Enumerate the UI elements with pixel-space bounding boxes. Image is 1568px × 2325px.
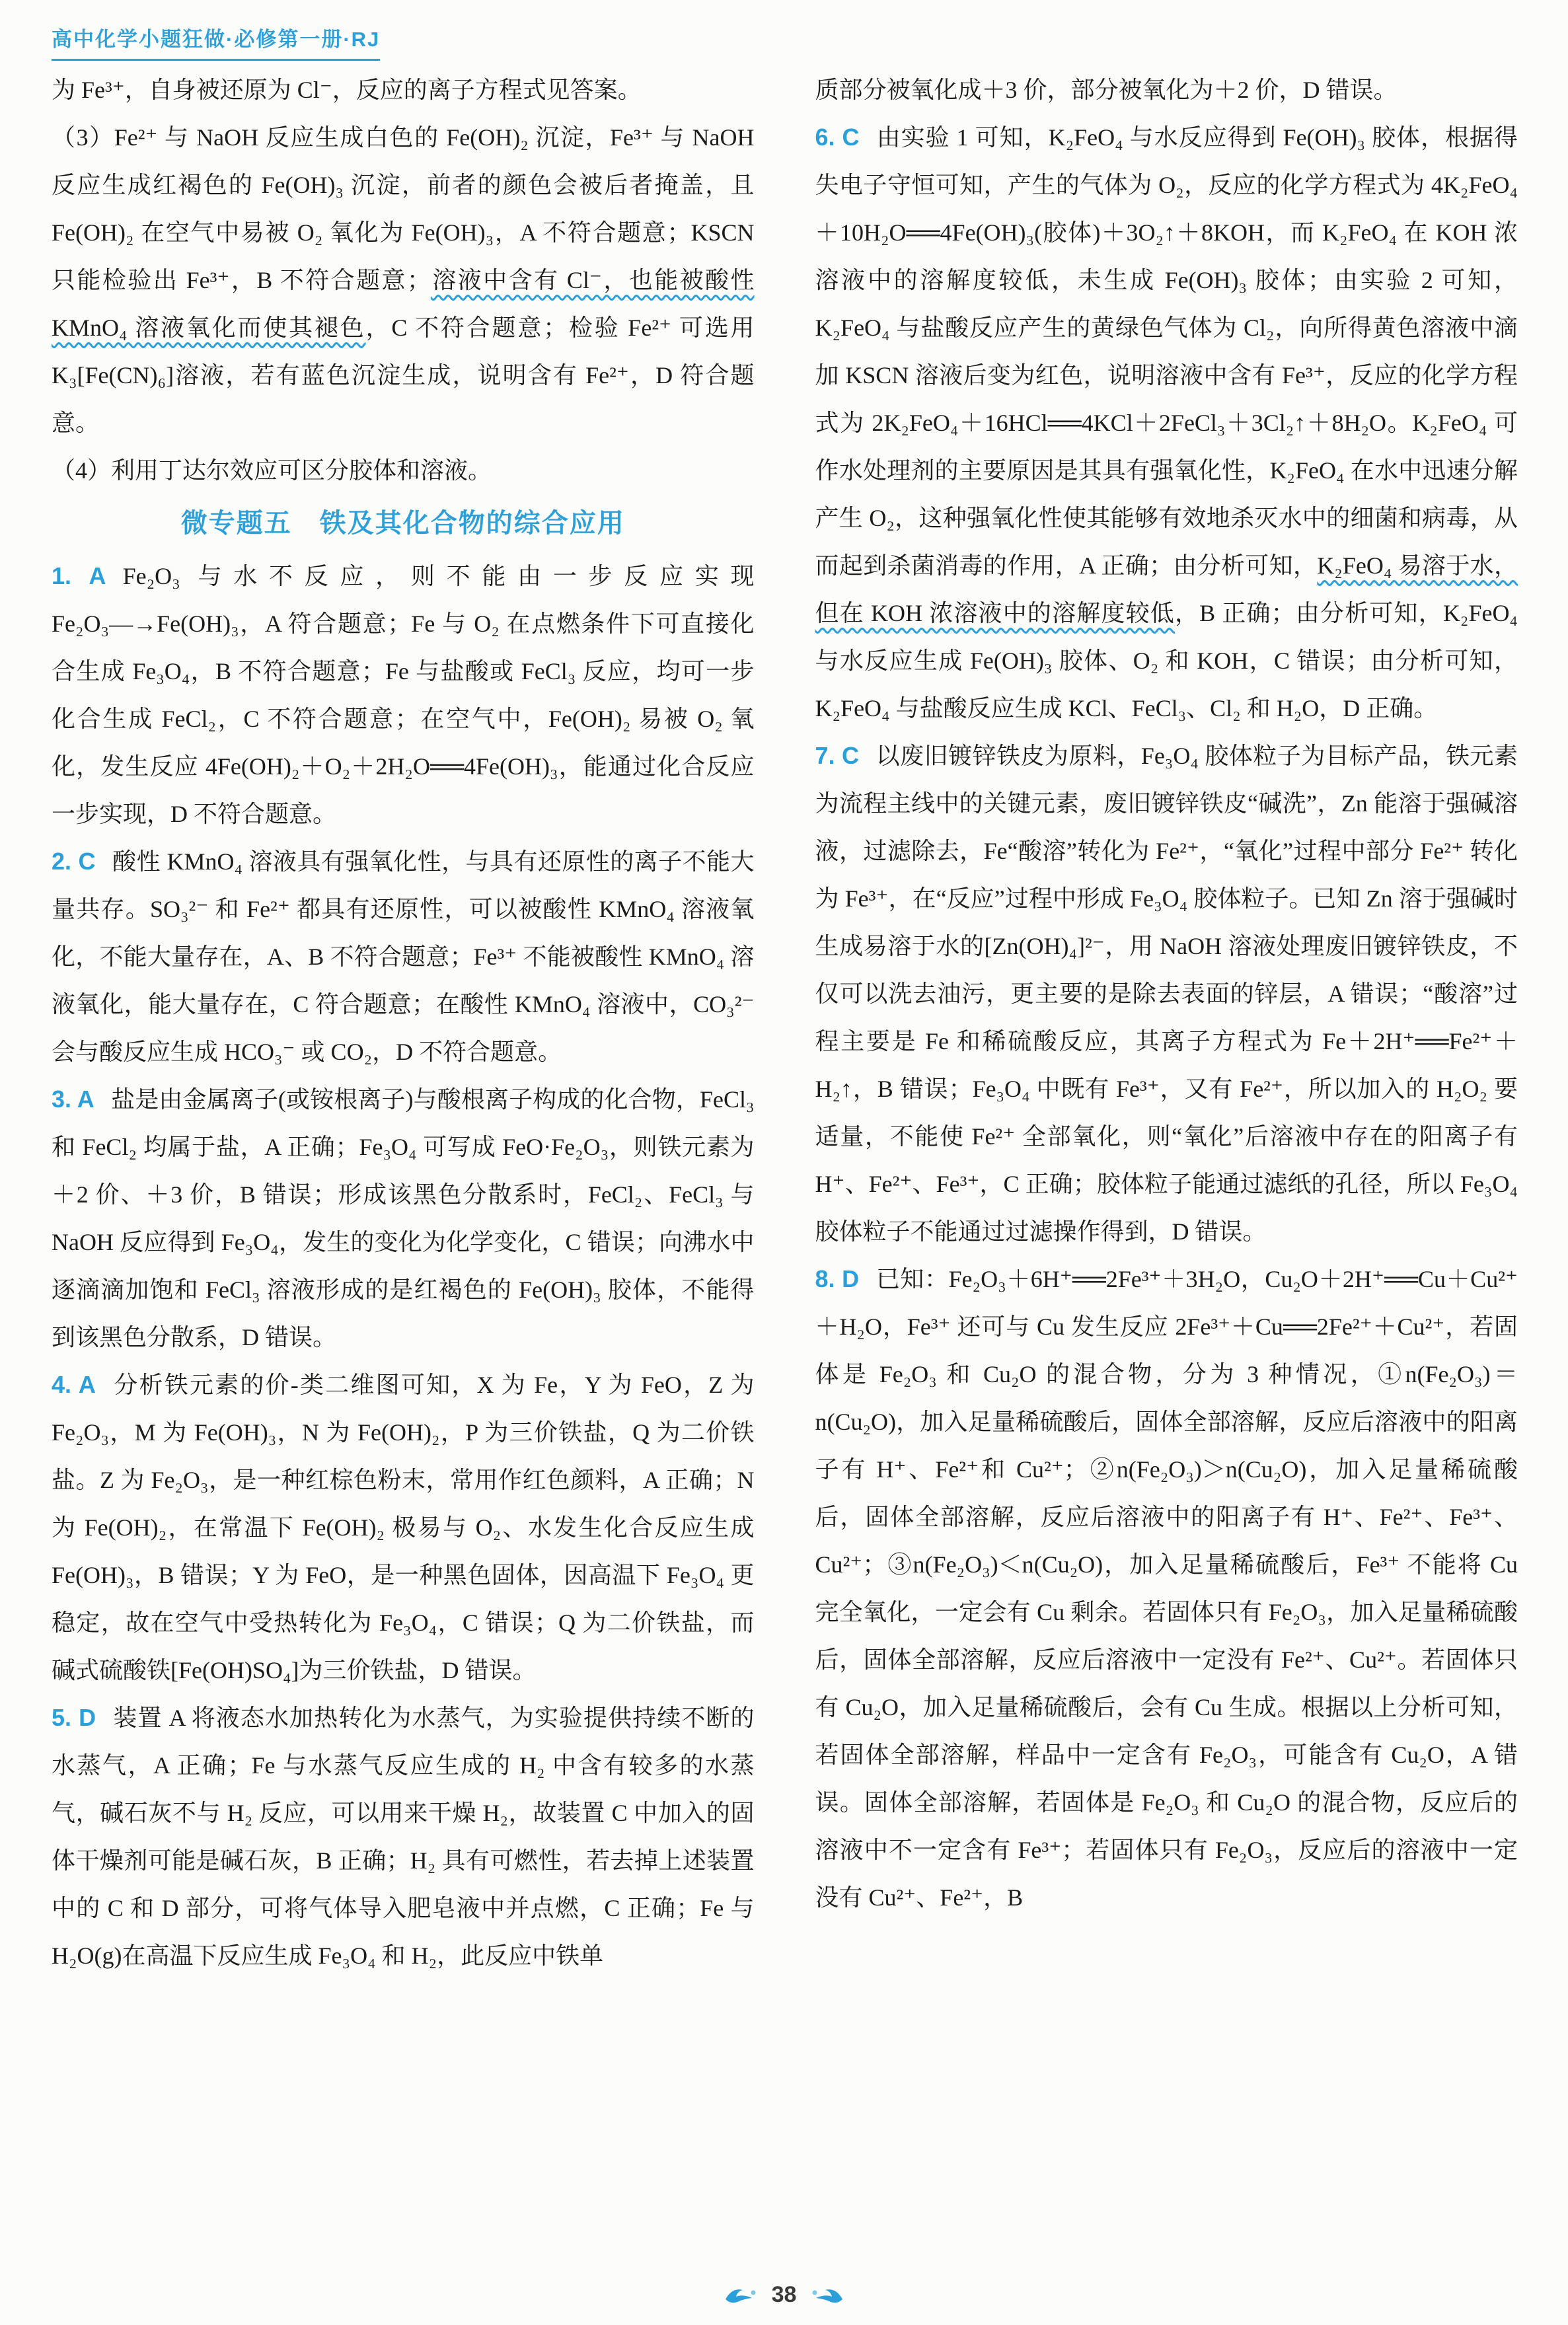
solution-paragraph [52,1076,755,1361]
answer-label: 6. C [815,124,860,151]
key-point-wavy-underline: K₂FeO₄ 易溶于水，但在 KOH 浓溶液中的溶解度较低 [815,552,1518,626]
text-run: 由实验 1 可知，K₂FeO₄ 与水反应得到 Fe(OH)₃ 胶体，根据得失电子守恒可知，产生的气体为 O₂，反应的化学方程式为 4K₂FeO₄＋10H₂O══4Fe(OH)₃(胶体)＋3O₂↑＋8KOH，而 K₂FeO₄ 在 KOH 浓溶液中的溶解度较低，未生成 Fe(OH)₃ 胶体；由实验 2 可知，K₂FeO₄ 与盐酸反应产生的黄绿色气体为 Cl₂，向所得黄色溶液中滴加 KSCN 溶液后变为红色，说明溶液中含有 Fe³⁺，反应的化学方程式为 2K₂FeO₄＋16HCl══4KCl＋2FeCl₃＋3Cl₂↑＋8H₂O。K₂FeO₄ 可作水处理剂的主要原因是其具有强氧化性，K₂FeO₄ 在水中迅速分解产生 O₂，这种强氧化性使其能够有效地杀灭水中的细菌和病毒，从而起到杀菌消毒的作用，A 正确；由分析可知， [815,124,1518,579]
text-run: 分析铁元素的价-类二维图可知，X 为 Fe，Y 为 FeO，Z 为 Fe₂O₃，M 为 Fe(OH)₃，N 为 Fe(OH)₂，P 为三价铁盐，Q 为二价铁盐。Z 为 Fe₂O₃，是一种红棕色粉末，常用作红色颜料，A 正确；N 为 Fe(OH)₂，在常温下 Fe(OH)₂ 极易与 O₂、水发生化合反应生成 Fe(OH)₃，B 错误；Y 为 FeO，是一种黑色固体，因高温下 Fe₃O₄ 更稳定，故在空气中受热转化为 Fe₃O₄，C 错误；Q 为二价铁盐，而碱式硫酸铁[Fe(OH)SO₄]为三价铁盐，D 错误。 [52,1372,755,1683]
solution-paragraph [815,732,1518,1255]
solution-paragraph [815,66,1518,114]
page-footer [0,2282,1568,2308]
text-run: 装置 A 将液态水加热转化为水蒸气，为实验提供持续不断的水蒸气，A 正确；Fe 与水蒸气反应生成的 H₂ 中含有较多的水蒸气，碱石灰不与 H₂ 反应，可以用来干燥 H₂，故装置 C 中加入的固体干燥剂可能是碱石灰，B 正确；H₂ 具有可燃性，若去掉上述装置中的 C 和 D 部分，可将气体导入肥皂液中并点燃，C 正确；Fe 与 H₂O(g)在高温下反应生成 Fe₃O₄ 和 H₂，此反应中铁单 [52,1705,755,1969]
footer-ornament-right-icon [811,2283,845,2307]
solution-paragraph [52,552,755,838]
text-run: 质部分被氧化成＋3 价，部分被氧化为＋2 价，D 错误。 [815,77,1398,103]
answer-label: 8. D [815,1265,860,1292]
text-run: 微专题五 铁及其化合物的综合应用 [180,509,625,538]
answer-label: 2. C [52,848,96,875]
footer-ornament-left-icon [723,2283,757,2307]
text-run: 盐是由金属离子(或铵根离子)与酸根离子构成的化合物，FeCl₃ 和 FeCl₂ 均属于盐，A 正确；Fe₃O₄ 可写成 FeO·Fe₂O₃，则铁元素为＋2 价、＋3 价，B 错误；形成该黑色分散系时，FeCl₂、FeCl₃ 与 NaOH 反应得到 Fe₃O₄，发生的变化为化学变化，C 错误；向沸水中逐滴滴加饱和 FeCl₃ 溶液形成的是红褐色的 Fe(OH)₃ 胶体，不能得到该黑色分散系，D 错误。 [52,1086,755,1350]
solution-paragraph [52,1694,755,1979]
answer-label: 3. A [52,1086,94,1113]
solution-paragraph [52,447,755,494]
page-number: 38 [771,2282,797,2307]
text-run: 酸性 KMnO₄ 溶液具有强氧化性，与具有还原性的离子不能大量共存。SO₃²⁻ 和 Fe²⁺ 都具有还原性，可以被酸性 KMnO₄ 溶液氧化，不能大量存在，A、B 不符合题意；Fe³⁺ 不能被酸性 KMnO₄ 溶液氧化，能大量存在，C 符合题意；在酸性 KMnO₄ 溶液中，CO₃²⁻ 会与酸反应生成 HCO₃⁻ 或 CO₂，D 不符合题意。 [52,848,755,1065]
solution-paragraph [52,1361,755,1694]
solution-paragraph [815,114,1518,732]
answer-label: 1. A [52,562,106,589]
right-column [815,66,1518,2252]
text-run: （4）利用丁达尔效应可区分胶体和溶液。 [52,457,492,484]
solution-paragraph [52,838,755,1076]
book-title: 高中化学小题狂做·必修第一册·RJ [52,22,380,61]
text-run: 以废旧镀锌铁皮为原料，Fe₃O₄ 胶体粒子为目标产品，铁元素为流程主线中的关键元素，废旧镀锌铁皮“碱洗”，Zn 能溶于强碱溶液，过滤除去，Fe“酸溶”转化为 Fe²⁺，“氧化”过程中部分 Fe²⁺ 转化为 Fe³⁺，在“反应”过程中形成 Fe₃O₄ 胶体粒子。已知 Zn 溶于强碱时生成易溶于水的[Zn(OH)₄]²⁻，用 NaOH 溶液处理废旧镀锌铁皮，不仅可以洗去油污，更主要的是除去表面的锌层，A 错误；“酸溶”过程主要是 Fe 和稀硫酸反应，其离子方程式为 Fe＋2H⁺══Fe²⁺＋H₂↑，B 错误；Fe₃O₄ 中既有 Fe³⁺，又有 Fe²⁺，所以加入的 H₂O₂ 要适量，不能使 Fe²⁺ 全部氧化，则“氧化”后溶液中存在的阳离子有 H⁺、Fe²⁺、Fe³⁺，C 正确；胶体粒子能通过滤纸的孔径，所以 Fe₃O₄ 胶体粒子不能通过过滤操作得到，D 错误。 [815,743,1518,1245]
two-column-content [52,66,1518,2252]
text-run: （3）Fe²⁺ 与 NaOH 反应生成白色的 Fe(OH)₂ 沉淀，Fe³⁺ 与 NaOH 反应生成红褐色的 Fe(OH)₃ 沉淀，前者的颜色会被后者掩盖，且 Fe(OH)₂ 在空气中易被 O₂ 氧化为 Fe(OH)₃，A 不符合题意；KSCN 只能检验出 Fe³⁺，B 不符合题意； [52,124,755,293]
solution-paragraph [815,1255,1518,1921]
key-point-wavy-underline: 溶液中含有 Cl⁻，也能被酸性 KMnO₄ 溶液氧化而使其褪色 [52,267,755,341]
left-column [52,66,755,2252]
text-run: ，B 正确；由分析可知，K₂FeO₄ 与水反应生成 Fe(OH)₃ 胶体、O₂ 和 KOH，C 错误；由分析可知，K₂FeO₄ 与盐酸反应生成 KCl、FeCl₃、Cl₂ 和 H₂O，D 正确。 [815,600,1518,721]
answer-label: 4. A [52,1371,96,1398]
answer-label: 7. C [815,742,859,769]
text-run: ，C 不符合题意；检验 Fe²⁺ 可选用 K₃[Fe(CN)₆]溶液，若有蓝色沉淀生成，说明含有 Fe²⁺，D 符合题意。 [52,314,755,436]
answer-label: 5. D [52,1704,96,1731]
solution-paragraph [52,114,755,447]
text-run: Fe₂O₃ 与水不反应，则不能由一步反应实现 Fe₂O₃―→Fe(OH)₃，A 符合题意；Fe 与 O₂ 在点燃条件下可直接化合生成 Fe₃O₄，B 不符合题意；Fe 与盐酸或 FeCl₃ 反应，均可一步化合生成 FeCl₂，C 不符合题意；在空气中，Fe(OH)₂ 易被 O₂ 氧化，发生反应 4Fe(OH)₂＋O₂＋2H₂O══4Fe(OH)₃，能通过化合反应一步实现，D 不符合题意。 [52,563,755,827]
solution-paragraph [52,66,755,114]
section-heading [52,497,755,550]
text-run: 为 Fe³⁺，自身被还原为 Cl⁻，反应的离子方程式见答案。 [52,77,642,103]
text-run: 已知：Fe₂O₃＋6H⁺══2Fe³⁺＋3H₂O，Cu₂O＋2H⁺══Cu＋Cu²⁺＋H₂O，Fe³⁺ 还可与 Cu 发生反应 2Fe³⁺＋Cu══2Fe²⁺＋Cu²⁺，若固体是 Fe₂O₃ 和 Cu₂O 的混合物，分为 3 种情况，①n(Fe₂O₃)＝n(Cu₂O)，加入足量稀硫酸后，固体全部溶解，反应后溶液中的阳离子有 H⁺、Fe²⁺和 Cu²⁺；②n(Fe₂O₃)＞n(Cu₂O)，加入足量稀硫酸后，固体全部溶解，反应后溶液中的阳离子有 H⁺、Fe²⁺、Fe³⁺、Cu²⁺；③n(Fe₂O₃)＜n(Cu₂O)，加入足量稀硫酸后，Fe³⁺ 不能将 Cu 完全氧化，一定会有 Cu 剩余。若固体只有 Fe₂O₃，加入足量稀硫酸后，固体全部溶解，反应后溶液中一定没有 Fe²⁺、Cu²⁺。若固体只有 Cu₂O，加入足量稀硫酸后，会有 Cu 生成。根据以上分析可知，若固体全部溶解，样品中一定含有 Fe₂O₃，可能含有 Cu₂O，A 错误。固体全部溶解，若固体是 Fe₂O₃ 和 Cu₂O 的混合物，反应后的溶液中不一定含有 Fe³⁺；若固体只有 Fe₂O₃，反应后的溶液中一定没有 Cu²⁺、Fe²⁺，B [815,1266,1518,1911]
page-header [52,22,380,61]
